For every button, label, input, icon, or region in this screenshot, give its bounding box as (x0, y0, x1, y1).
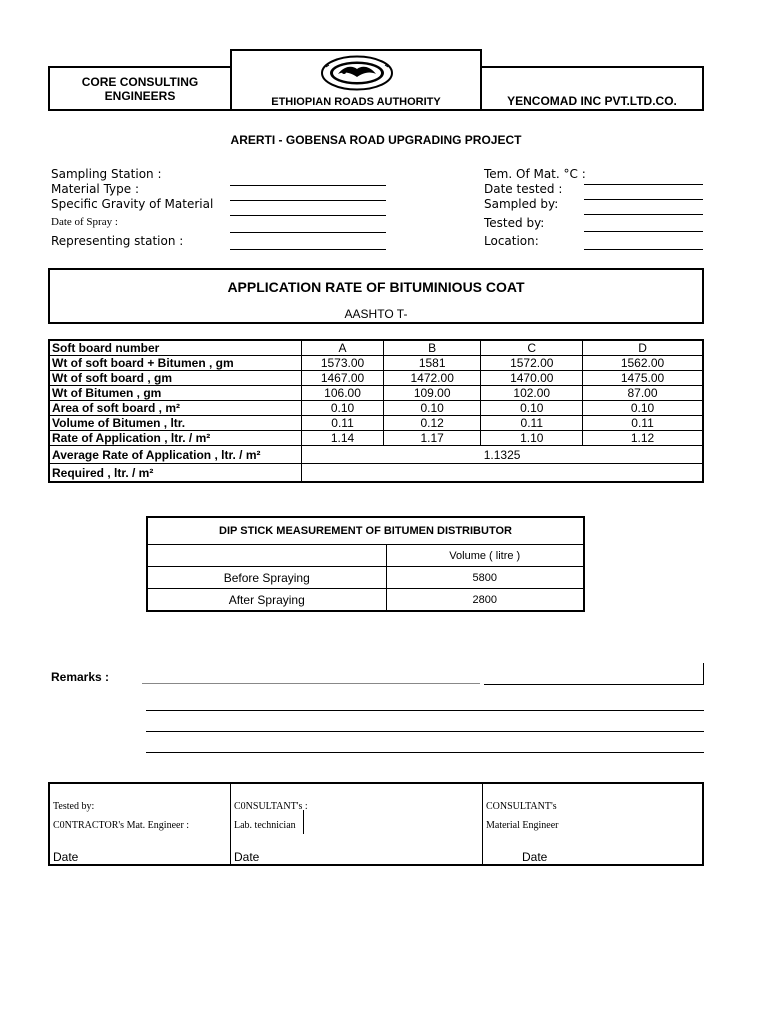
sampled-by-label: Sampled by: (484, 197, 559, 211)
table-row (49, 416, 703, 431)
specific-gravity-label: Specific Gravity of Material (51, 197, 214, 211)
cell-value: 1.14 (302, 431, 384, 446)
average-row (49, 446, 703, 464)
table-row (49, 386, 703, 401)
sampling-station-label: Sampling Station : (51, 167, 162, 181)
tested-by-sign-label: Tested by: (53, 801, 95, 812)
dipstick-title-row (147, 517, 584, 545)
table-row (49, 431, 703, 446)
signature-divider-3 (482, 784, 483, 864)
project-title: ARERTI - GOBENSA ROAD UPGRADING PROJECT (230, 133, 522, 147)
consultant-label: C0NSULTANT's : (234, 801, 308, 812)
volume-column-header: Volume ( litre ) (386, 545, 584, 567)
cell-value: 1475.00 (583, 371, 703, 386)
dipstick-table (146, 516, 585, 612)
material-engineer-date-label: Date (522, 850, 548, 864)
sampling-station-line (230, 185, 386, 186)
cell-value: 1.12 (583, 431, 703, 446)
test-title-box (48, 268, 704, 324)
location-label: Location: (484, 234, 539, 248)
tested-by-label: Tested by: (484, 216, 545, 230)
cell-value: 0.11 (583, 416, 703, 431)
temperature-label: Tem. Of Mat. °C : (484, 167, 586, 181)
row-label: Wt of Bitumen , gm (49, 386, 302, 401)
header-right-box (480, 66, 704, 111)
specific-gravity-line (230, 215, 386, 216)
average-rate-label: Average Rate of Application , ltr. / m² (49, 446, 302, 464)
results-table (48, 339, 704, 483)
before-spraying-value: 5800 (386, 567, 584, 589)
column-b-header: B (383, 340, 481, 356)
center-org-name: ETHIOPIAN ROADS AUTHORITY (271, 96, 441, 108)
cell-value: 0.11 (302, 416, 384, 431)
cell-value: 109.00 (383, 386, 481, 401)
required-rate-label: Required , ltr. / m² (49, 464, 302, 483)
cell-value: 1581 (383, 356, 481, 371)
row-label: Area of soft board , m² (49, 401, 302, 416)
representing-station-line (230, 249, 386, 250)
cell-value: 1470.00 (481, 371, 583, 386)
remarks-line-2 (146, 710, 704, 711)
remarks-line-3 (146, 731, 704, 732)
tested-by-line (584, 231, 703, 232)
cell-value: 1572.00 (481, 356, 583, 371)
dipstick-header-row (147, 545, 584, 567)
contractor-date-label: Date (53, 850, 79, 864)
consultant-engineer-label: CONSULTANT's (486, 801, 557, 812)
remarks-line-marker (703, 663, 704, 685)
row-label: Volume of Bitumen , ltr. (49, 416, 302, 431)
signature-divider-2 (303, 810, 304, 834)
cell-value: 0.11 (481, 416, 583, 431)
date-of-spray-label: Date of Spray : (51, 216, 118, 228)
after-spraying-label: After Spraying (147, 589, 386, 612)
row-label: Rate of Application , ltr. / m² (49, 431, 302, 446)
material-type-line (230, 200, 386, 201)
cell-value: 0.10 (481, 401, 583, 416)
cell-value: 1562.00 (583, 356, 703, 371)
dipstick-header-empty (147, 545, 386, 567)
cell-value: 0.10 (383, 401, 481, 416)
cell-value: 1.17 (383, 431, 481, 446)
lab-technician-label: Lab. technician (234, 820, 296, 831)
row-label: Wt of soft board , gm (49, 371, 302, 386)
lab-technician-date-label: Date (234, 850, 260, 864)
required-row (49, 464, 703, 483)
table-header-row (49, 340, 703, 356)
soft-board-number-label: Soft board number (49, 340, 302, 356)
column-c-header: C (481, 340, 583, 356)
era-seal-icon (320, 55, 394, 96)
table-row (49, 371, 703, 386)
table-row (49, 356, 703, 371)
remarks-label: Remarks : (51, 670, 110, 684)
cell-value: 1472.00 (383, 371, 481, 386)
table-row (49, 401, 703, 416)
test-standard: AASHTO T- (344, 307, 408, 321)
before-spraying-label: Before Spraying (147, 567, 386, 589)
temperature-line (584, 184, 703, 185)
header-center-box (230, 49, 482, 111)
cell-value: 106.00 (302, 386, 384, 401)
signature-block (48, 782, 704, 866)
material-engineer-label: Material Engineer (486, 820, 559, 831)
remarks-line-4 (146, 752, 704, 753)
remarks-line-1a (142, 683, 480, 684)
signature-divider-1 (230, 784, 231, 864)
table-row (147, 589, 584, 612)
cell-value: 87.00 (583, 386, 703, 401)
left-org-name: CORE CONSULTING ENGINEERS (81, 75, 199, 103)
header-left-box (48, 66, 232, 111)
table-row (147, 567, 584, 589)
date-tested-line (584, 199, 703, 200)
cell-value: 1573.00 (302, 356, 384, 371)
required-rate-value (302, 464, 703, 483)
remarks-line-1b (484, 684, 704, 685)
date-of-spray-line (230, 232, 386, 233)
after-spraying-value: 2800 (386, 589, 584, 612)
cell-value: 0.12 (383, 416, 481, 431)
cell-value: 0.10 (583, 401, 703, 416)
cell-value: 1.10 (481, 431, 583, 446)
right-org-name: YENCOMAD INC PVT.LTD.CO. (507, 94, 677, 108)
test-title: APPLICATION RATE OF BITUMINIOUS COAT (227, 279, 525, 295)
row-label: Wt of soft board + Bitumen , gm (49, 356, 302, 371)
column-d-header: D (583, 340, 703, 356)
date-tested-label: Date tested : (484, 182, 563, 196)
column-a-header: A (302, 340, 384, 356)
dipstick-title: DIP STICK MEASUREMENT OF BITUMEN DISTRIBUTOR (147, 517, 584, 545)
representing-station-label: Representing station : (51, 234, 184, 248)
cell-value: 1467.00 (302, 371, 384, 386)
contractor-engineer-label: C0NTRACTOR's Mat. Engineer : (53, 820, 190, 831)
location-line (584, 249, 703, 250)
cell-value: 102.00 (481, 386, 583, 401)
cell-value: 0.10 (302, 401, 384, 416)
material-type-label: Material Type : (51, 182, 139, 196)
sampled-by-line (584, 214, 703, 215)
average-rate-value: 1.1325 (302, 446, 703, 464)
